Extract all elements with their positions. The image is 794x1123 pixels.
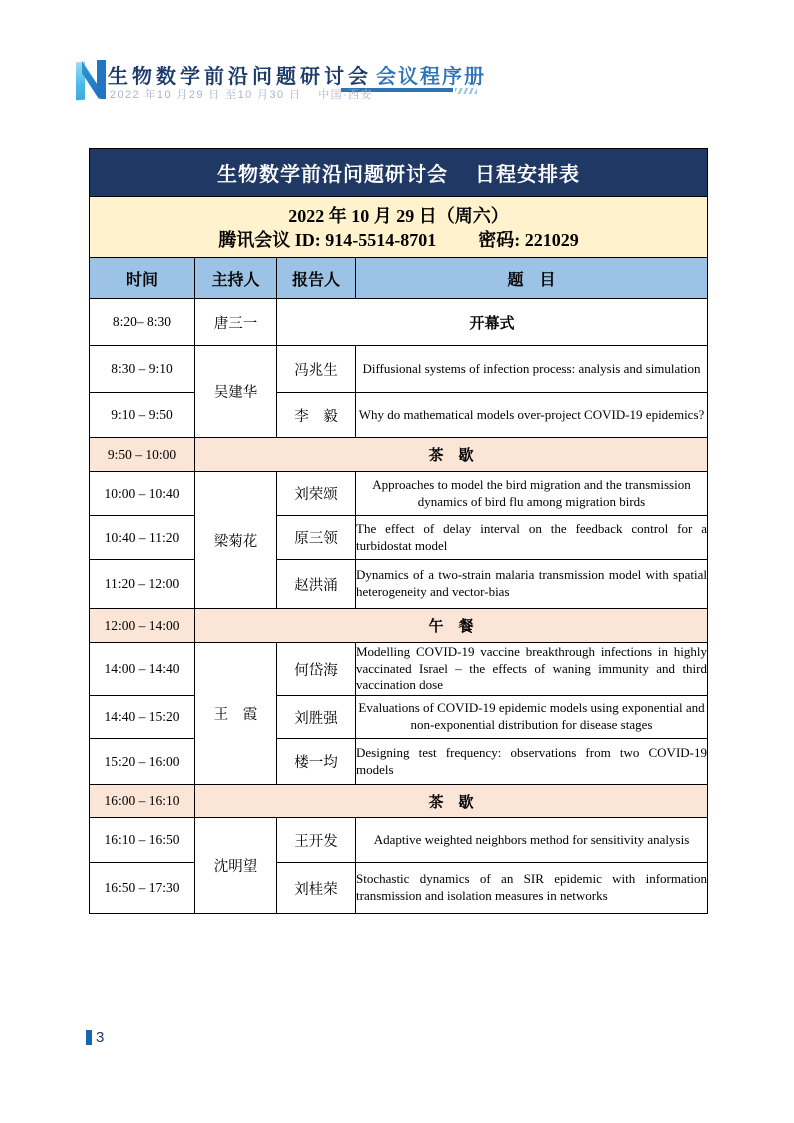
break-row: [90, 438, 708, 472]
chair-cell: 吴建华: [195, 346, 277, 438]
time-cell: 8:30 – 9:10: [90, 346, 195, 393]
column-header-time: 时间: [90, 258, 195, 299]
page-footer: [86, 1029, 104, 1046]
schedule-row: [90, 472, 708, 516]
session-date: 2022 年 10 月 29 日（周六）: [288, 205, 509, 226]
logo-right-bar: [97, 60, 106, 99]
chair-cell: 唐三一: [195, 299, 277, 346]
schedule-row: [90, 696, 708, 739]
header-title-booklet: 会议程序册: [376, 66, 486, 88]
title-cell: Why do mathematical models over-project COVID-19 epidemics?: [356, 393, 708, 438]
footer-accent-icon: [86, 1030, 92, 1045]
speaker-cell: 赵洪涌: [277, 560, 356, 609]
column-header-chair: 主持人: [195, 258, 277, 299]
title-cell: Adaptive weighted neighbors method for sensitivity analysis: [356, 818, 708, 863]
page-header: [0, 0, 794, 120]
speaker-cell: 李 毅: [277, 393, 356, 438]
speaker-cell: 何岱海: [277, 643, 356, 696]
speaker-cell: 刘胜强: [277, 696, 356, 739]
conference-logo-icon: [76, 59, 106, 102]
title-cell: The effect of delay interval on the feedback control for a turbidostat model: [356, 516, 708, 560]
chair-cell: 梁菊花: [195, 472, 277, 609]
time-cell: 10:00 – 10:40: [90, 472, 195, 516]
title-cell: Modelling COVID-19 vaccine breakthrough infections in highly vaccinated Israel – the effects of waning immunity and third vaccination dose: [356, 643, 708, 696]
speaker-cell: 刘桂荣: [277, 863, 356, 914]
title-cell: Stochastic dynamics of an SIR epidemic with information transmission and isolation measures in networks: [356, 863, 708, 914]
header-underline-tail: [455, 88, 477, 94]
schedule-row: [90, 818, 708, 863]
header-title-main: 生物数学前沿问题研讨会: [108, 66, 372, 88]
break-row: [90, 609, 708, 643]
schedule-row: [90, 393, 708, 438]
meeting-id: 腾讯会议 ID: 914-5514-8701: [218, 229, 437, 250]
time-cell: 14:00 – 14:40: [90, 643, 195, 696]
session-info-cell: [90, 197, 708, 258]
title-cell: Diffusional systems of infection process: analysis and simulation: [356, 346, 708, 393]
break-cell: 茶 歇: [195, 438, 708, 472]
speaker-cell: 王开发: [277, 818, 356, 863]
time-cell: 16:50 – 17:30: [90, 863, 195, 914]
time-cell: 12:00 – 14:00: [90, 609, 195, 643]
time-cell: 14:40 – 15:20: [90, 696, 195, 739]
title-cell: Designing test frequency: observations from two COVID-19 models: [356, 739, 708, 785]
speaker-cell: 楼一均: [277, 739, 356, 785]
time-cell: 10:40 – 11:20: [90, 516, 195, 560]
column-header-topic: 题 目: [356, 258, 708, 299]
column-header-speaker: 报告人: [277, 258, 356, 299]
header-title: [108, 60, 486, 89]
time-cell: 9:10 – 9:50: [90, 393, 195, 438]
time-cell: 9:50 – 10:00: [90, 438, 195, 472]
schedule-row: [90, 516, 708, 560]
time-cell: 11:20 – 12:00: [90, 560, 195, 609]
speaker-cell: 冯兆生: [277, 346, 356, 393]
schedule-row: [90, 346, 708, 393]
break-row: [90, 785, 708, 818]
opening-cell: 开幕式: [277, 299, 708, 346]
break-cell: 午 餐: [195, 609, 708, 643]
schedule-row: [90, 863, 708, 914]
schedule-row: [90, 299, 708, 346]
schedule-row: [90, 643, 708, 696]
speaker-cell: 刘荣颂: [277, 472, 356, 516]
header-subtitle: 2022 年10 月29 日 至10 月30 日 中国·西安: [110, 89, 373, 101]
title-cell: Evaluations of COVID-19 epidemic models using exponential and non-exponential distribution for disease stages: [356, 696, 708, 739]
meeting-info: [90, 229, 707, 252]
time-cell: 16:10 – 16:50: [90, 818, 195, 863]
title-cell: Approaches to model the bird migration and the transmission dynamics of bird flu among migration birds: [356, 472, 708, 516]
chair-cell: 沈明望: [195, 818, 277, 914]
speaker-cell: 原三领: [277, 516, 356, 560]
table-title: 生物数学前沿问题研讨会 日程安排表: [90, 149, 708, 197]
break-cell: 茶 歇: [195, 785, 708, 818]
meeting-password: 密码: 221029: [478, 229, 579, 250]
title-cell: Dynamics of a two-strain malaria transmission model with spatial heterogeneity and vector-bias: [356, 560, 708, 609]
schedule-table: [89, 148, 708, 914]
chair-cell: 王 霞: [195, 643, 277, 785]
page-number: 3: [96, 1029, 105, 1046]
time-cell: 15:20 – 16:00: [90, 739, 195, 785]
time-cell: 16:00 – 16:10: [90, 785, 195, 818]
schedule-row: [90, 560, 708, 609]
time-cell: 8:20– 8:30: [90, 299, 195, 346]
schedule-row: [90, 739, 708, 785]
